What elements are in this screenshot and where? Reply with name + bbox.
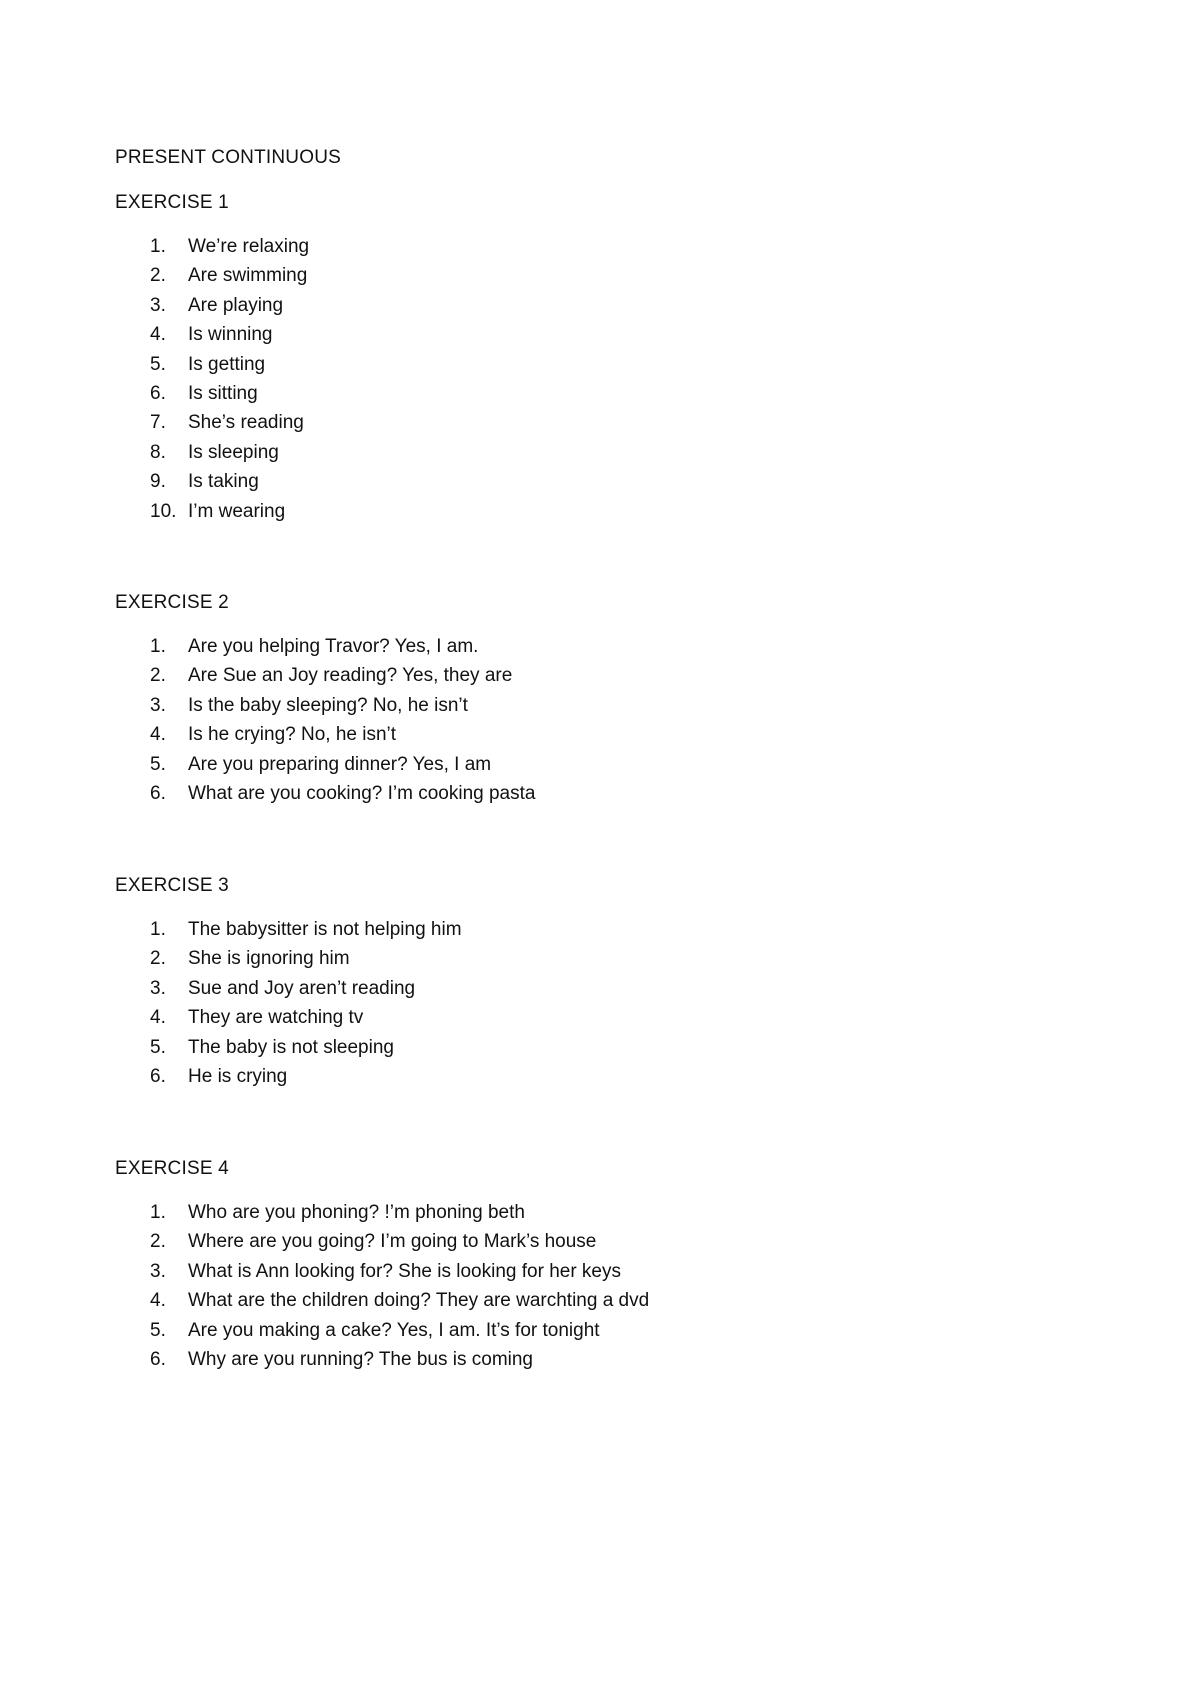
list-item [115,753,1015,782]
exercise-4-section [115,1157,1015,1377]
item-number: 1. [150,636,166,657]
list-item [115,947,1015,976]
item-number: 6. [150,782,166,804]
item-number: 4. [150,724,166,746]
item-text: Is getting [188,353,266,375]
item-number: 5. [150,1036,166,1058]
exercise-3-section [115,874,1015,1094]
item-text: What are you cooking? I’m cooking pasta [188,782,536,804]
exercise-heading: EXERCISE 1 [115,192,229,213]
item-text: She’s reading [188,412,304,434]
item-number: 7. [150,412,166,434]
list-item [115,1230,1015,1259]
list-item [115,1201,1015,1230]
answer-list [115,1201,1015,1377]
item-text: Are playing [188,294,284,316]
item-text: He is crying [188,1065,288,1087]
list-item [115,441,1015,470]
item-text: Is he crying? No, he isn’t [188,724,397,746]
item-text: Who are you phoning? !’m phoning beth [188,1202,525,1223]
item-number: 6. [150,382,166,404]
answer-list [115,635,1015,811]
item-text: Are you preparing dinner? Yes, I am [188,753,492,775]
exercise-heading: EXERCISE 3 [115,875,229,896]
exercise-heading: EXERCISE 4 [115,1158,229,1179]
item-text: The babysitter is not helping him [188,919,462,940]
list-item [115,323,1015,352]
list-item [115,782,1015,811]
item-text: Is sitting [188,382,258,404]
item-number: 3. [150,294,166,316]
item-number: 8. [150,441,166,463]
item-text: Are Sue an Joy reading? Yes, they are [188,665,513,687]
item-text: She is ignoring him [188,948,350,970]
item-number: 9. [150,471,166,493]
list-item [115,1065,1015,1094]
item-number: 6. [150,1348,166,1370]
list-item [115,1036,1015,1065]
page-title: PRESENT CONTINUOUS [115,147,341,168]
item-text: What are the children doing? They are warchting a dvd [188,1290,650,1312]
list-item [115,694,1015,723]
item-number: 3. [150,977,166,999]
list-item [115,411,1015,440]
item-text: We’re relaxing [188,236,310,257]
item-number: 4. [150,1290,166,1312]
item-number: 5. [150,1319,166,1341]
item-text: Are swimming [188,265,308,287]
item-number: 5. [150,753,166,775]
answer-list [115,235,1015,529]
answer-list [115,918,1015,1094]
item-number: 2. [150,265,166,287]
item-number: 1. [150,919,166,940]
item-text: Is the baby sleeping? No, he isn’t [188,694,468,716]
item-text: The baby is not sleeping [188,1036,394,1058]
list-item [115,1348,1015,1377]
exercise-1-section [115,191,1015,529]
list-item [115,500,1015,529]
exercise-heading: EXERCISE 2 [115,592,229,613]
item-text: Why are you running? The bus is coming [188,1348,533,1370]
item-text: Is taking [188,471,259,493]
item-text: Is sleeping [188,441,279,463]
item-number: 2. [150,1231,166,1253]
item-text: Where are you going? I’m going to Mark’s house [188,1231,597,1253]
list-item [115,723,1015,752]
item-text: Are you helping Travor? Yes, I am. [188,636,479,657]
item-number: 10. [150,500,177,522]
item-number: 2. [150,948,166,970]
exercise-2-section [115,591,1015,811]
list-item [115,264,1015,293]
item-number: 5. [150,353,166,375]
item-number: 3. [150,1260,166,1282]
list-item [115,294,1015,323]
item-number: 3. [150,694,166,716]
list-item [115,353,1015,382]
list-item [115,1260,1015,1289]
item-number: 2. [150,665,166,687]
list-item [115,977,1015,1006]
list-item [115,1289,1015,1318]
list-item [115,918,1015,947]
item-text: Sue and Joy aren’t reading [188,977,416,999]
item-number: 1. [150,1202,166,1223]
list-item [115,382,1015,411]
list-item [115,1006,1015,1035]
item-number: 6. [150,1065,166,1087]
list-item [115,635,1015,664]
item-text: They are watching tv [188,1007,364,1029]
list-item [115,235,1015,264]
list-item [115,664,1015,693]
item-text: Is winning [188,324,273,346]
item-text: I’m wearing [188,500,286,522]
item-number: 1. [150,236,166,257]
list-item [115,470,1015,499]
item-number: 4. [150,324,166,346]
item-number: 4. [150,1007,166,1029]
list-item [115,1319,1015,1348]
item-text: What is Ann looking for? She is looking for her keys [188,1260,622,1282]
item-text: Are you making a cake? Yes, I am. It’s for tonight [188,1319,600,1341]
